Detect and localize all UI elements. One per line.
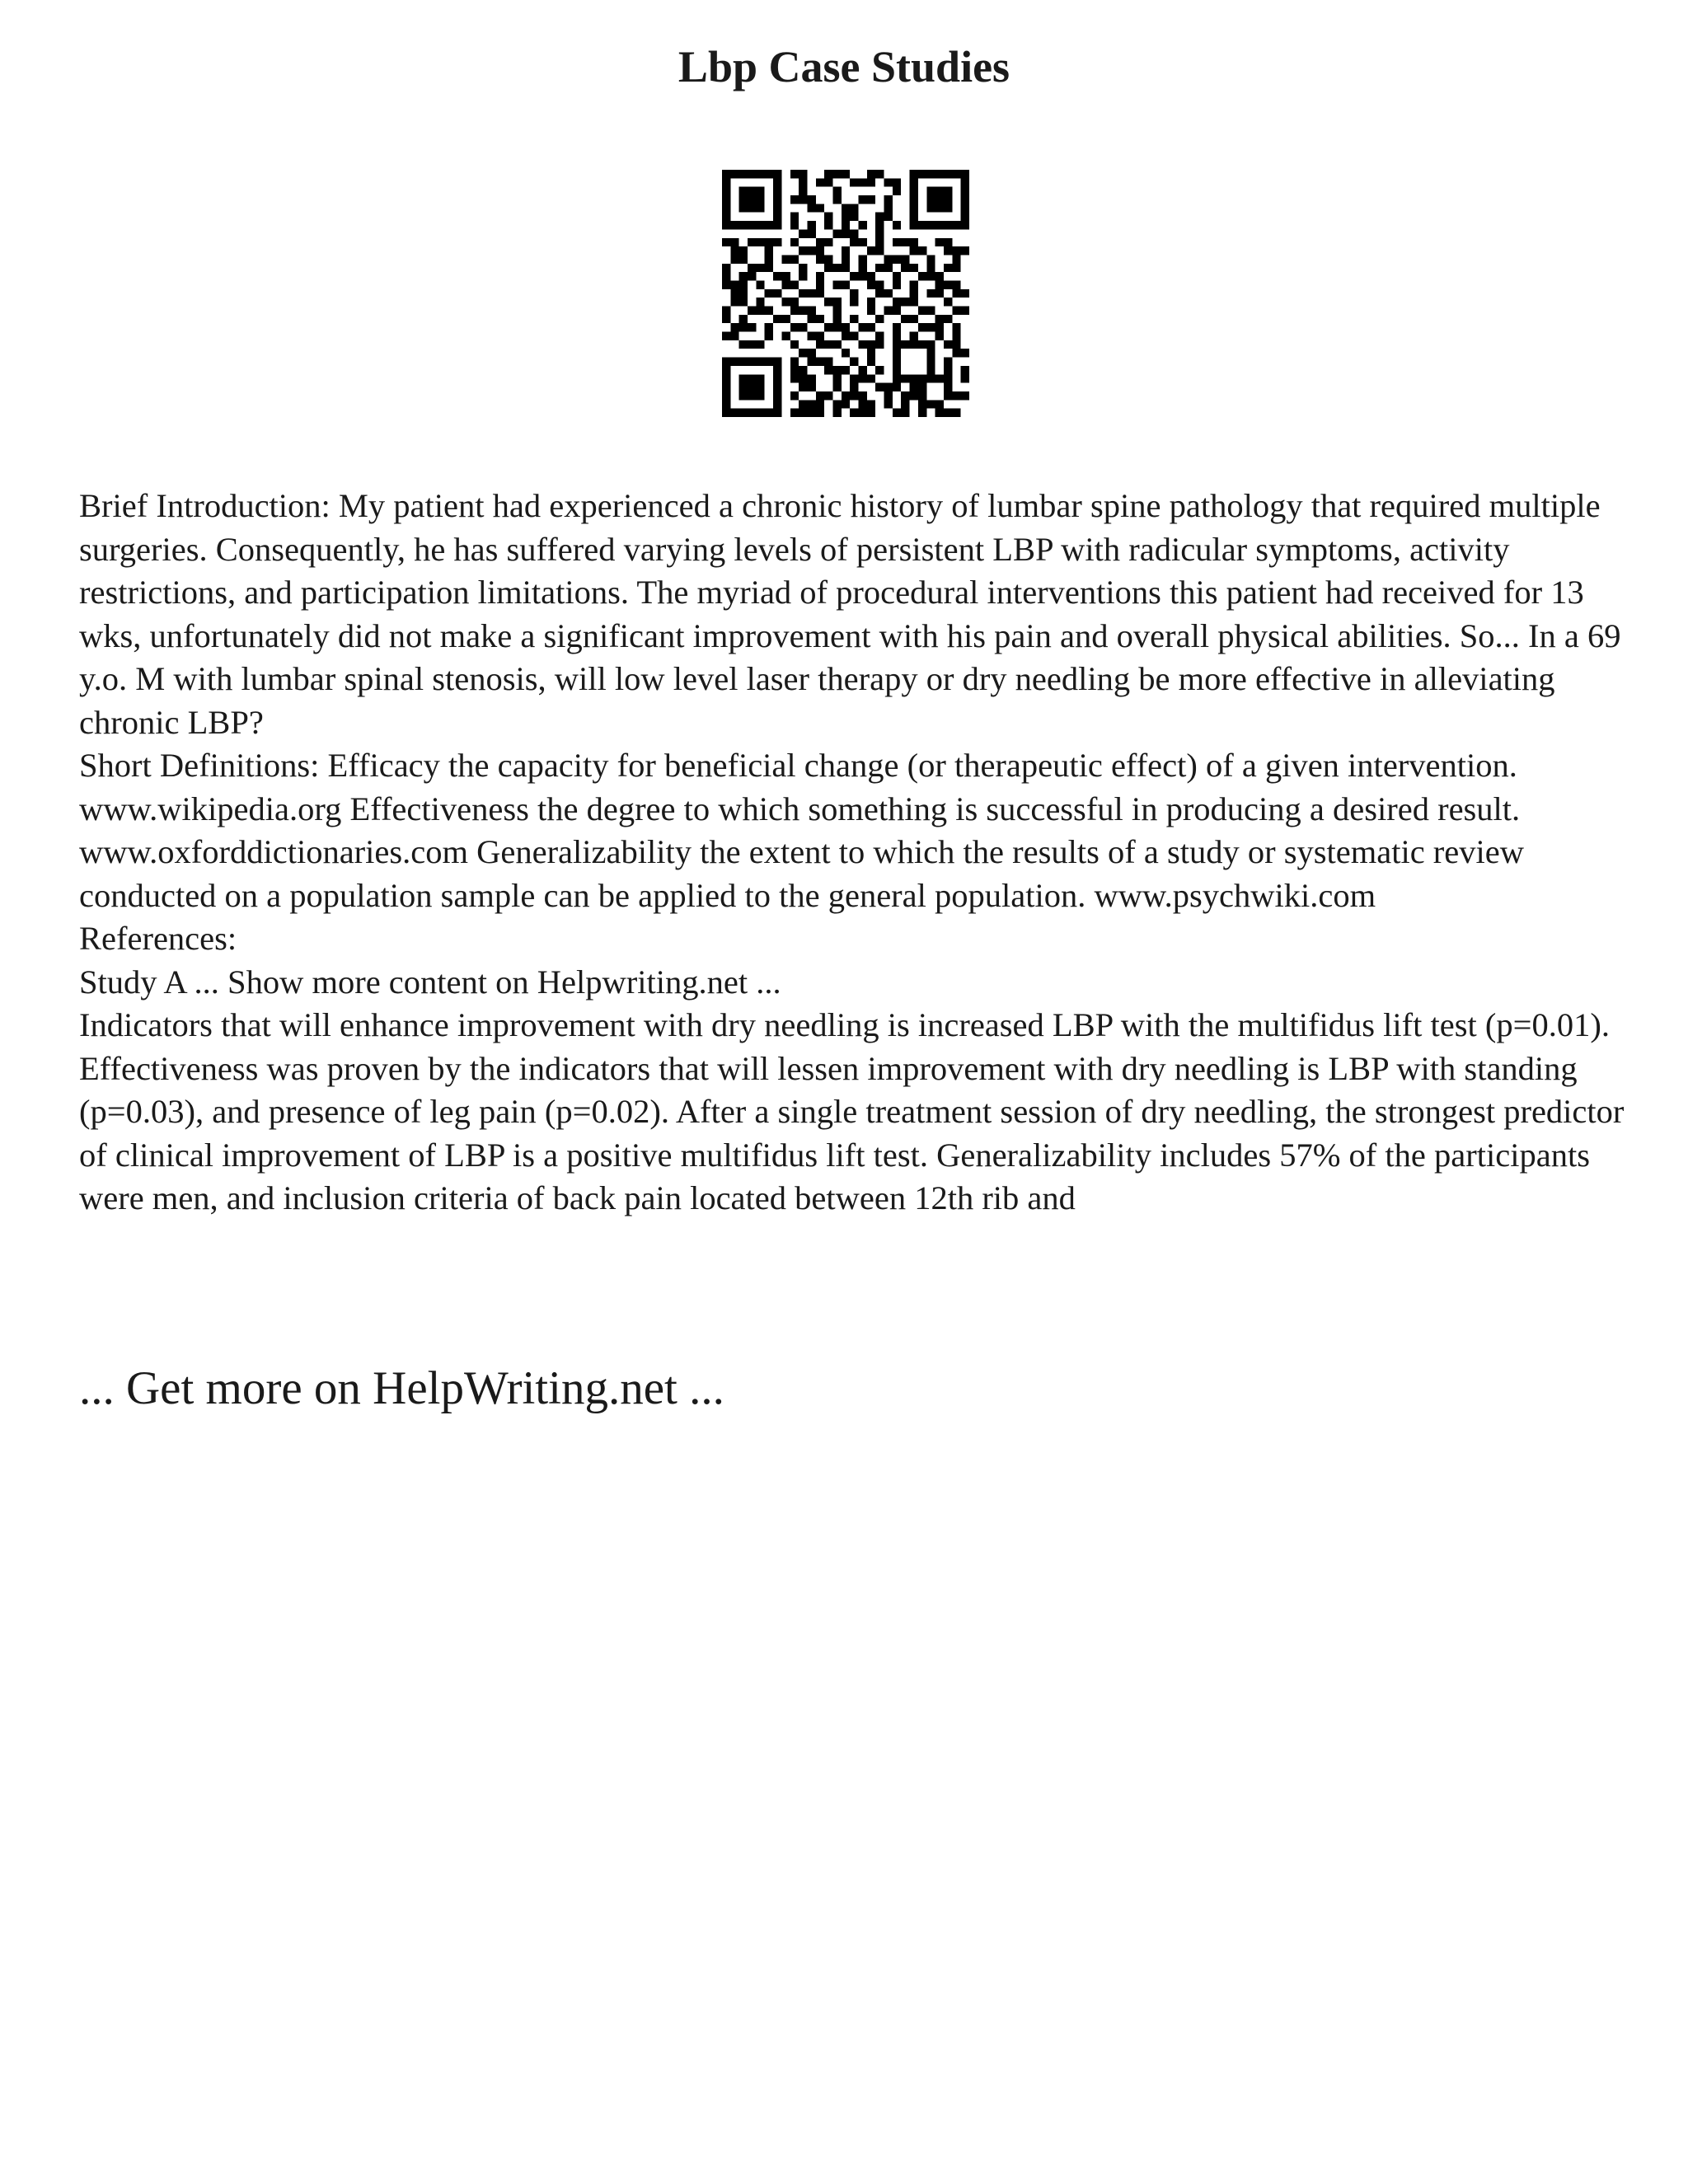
paragraph-introduction: Brief Introduction: My patient had experienced a chronic history of lumbar spine pathology that required multiple surgeries. Consequently, he has suffered varying levels of persistent LBP with radicular symptoms, activity restrictions, and participation limitations. The myriad of procedural interventions this patient had received for 13 wks, unfortunately did not make a significant improvement with his pain and overall physical abilities. So... In a 69 y.o. M with lumbar spinal stenosis, will low level laser therapy or dry needling be more effective in alleviating chronic LBP? — [79, 487, 1621, 741]
qr-code-icon — [722, 170, 969, 417]
paragraph-definitions: Short Definitions: Efficacy the capacity for beneficial change (or therapeutic effect) of a given intervention. www.wikipedia.org Effectiveness the degree to which something is successful in producing a desired result. www.oxforddictionaries.com Generalizability the extent to which the results of a study or systematic review conducted on a population sample can be applied to the general population. www.psychwiki.com — [79, 747, 1524, 914]
get-more-link[interactable]: ... Get more on HelpWriting.net ... — [79, 1362, 724, 1414]
paragraph-study-a: Study A ... Show more content on Helpwriting.net ... — [79, 963, 781, 1001]
paragraph-indicators: Indicators that will enhance improvement with dry needling is increased LBP with the multifidus lift test (p=0.01). Effectiveness was proven by the indicators that will lessen improvement with dry needling is LBP with standing (p=0.03), and presence of leg pain (p=0.02). After a single treatment session of dry needling, the strongest predictor of clinical improvement of LBP is a positive multifidus lift test. Generalizability includes 57% of the participants were men, and inclusion criteria of back pain located between 12th rib and — [79, 1006, 1625, 1216]
page-title: Lbp Case Studies — [678, 42, 1010, 91]
paragraph-references-heading: References: — [79, 920, 237, 957]
document-body — [79, 485, 1645, 1221]
